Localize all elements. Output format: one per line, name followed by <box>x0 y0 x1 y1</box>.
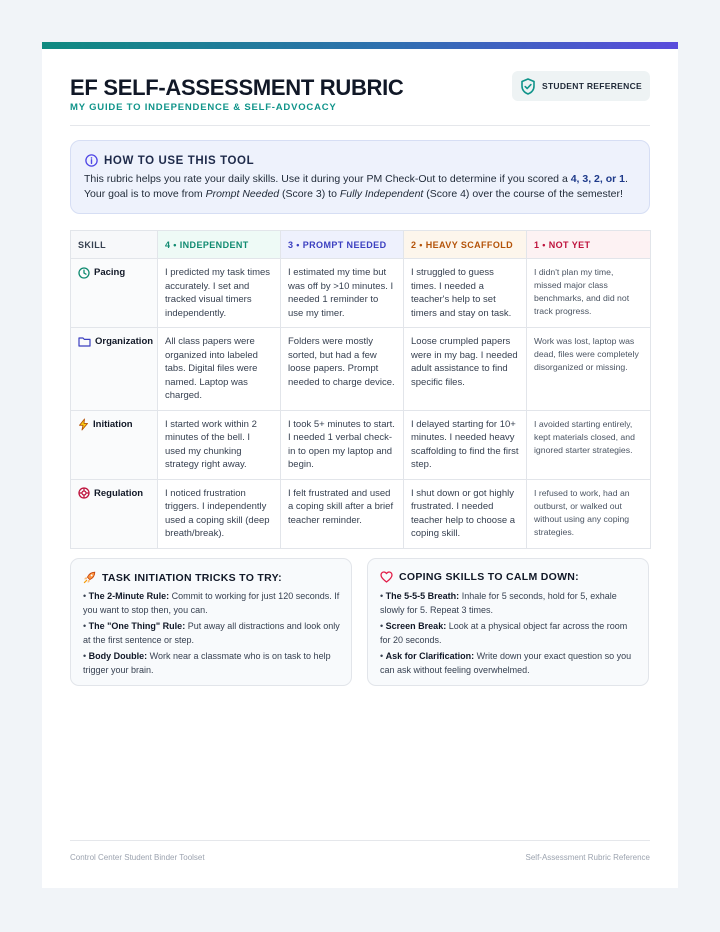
list-item: • Body Double: Work near a classmate who is on task to help trigger your brain. <box>83 651 331 675</box>
score-list: 4, 3, 2, or 1 <box>570 173 625 185</box>
tips-list <box>380 589 640 679</box>
how-to-line2-mid: (Score 3) to <box>279 188 340 200</box>
student-reference-badge <box>512 71 650 101</box>
shield-check-icon <box>520 78 536 95</box>
rubric-row-organization <box>71 328 651 411</box>
rocket-icon <box>83 571 96 584</box>
tip-text: Look at a physical object far across the room for 20 seconds. <box>380 621 628 645</box>
rubric-row-initiation <box>71 410 651 479</box>
tip-text: Inhale for 5 seconds, hold for 5, exhale slowly for 5. Repeat 3 times. <box>380 591 617 615</box>
rubric-row-regulation <box>71 479 651 548</box>
how-to-title: HOW TO USE THIS TOOL <box>104 154 255 167</box>
page-subtitle: MY GUIDE TO INDEPENDENCE & SELF-ADVOCACY <box>70 102 337 113</box>
rubric-cell: I shut down or got highly frustrated. I needed teacher help to choose a coping skill. <box>404 479 527 548</box>
column-header-heavy-scaffold: 2 • HEAVY SCAFFOLD <box>404 231 527 259</box>
footer-left-text: Control Center Student Binder Toolset <box>70 853 205 862</box>
lifebuoy-icon <box>78 487 90 499</box>
tip-text: Commit to working for just 120 seconds. If you want to stop then, you can. <box>83 591 340 615</box>
list-item: • The 2-Minute Rule: Commit to working for just 120 seconds. If you want to stop then, you can. <box>83 591 340 615</box>
rubric-cell: I felt frustrated and used a coping skill after a brief teacher reminder. <box>281 479 404 548</box>
how-to-text <box>84 172 636 202</box>
how-to-line1-end: . <box>624 173 628 185</box>
rubric-cell: I estimated my time but was off by >10 minutes. I needed 1 reminder to use my timer. <box>281 259 404 328</box>
skill-cell <box>71 259 158 328</box>
tip-term: The 2-Minute Rule: <box>88 591 170 601</box>
list-item: • Screen Break: Look at a physical object far across the room for 20 seconds. <box>380 621 628 645</box>
rubric-cell: I struggled to guess times. I needed a teacher's help to set timers and stay on task. <box>404 259 527 328</box>
page-title: EF SELF-ASSESSMENT RUBRIC <box>70 75 404 100</box>
tip-term: The "One Thing" Rule: <box>88 621 186 631</box>
rubric-cell: I took 5+ minutes to start. I needed 1 verbal check-in to open my laptop and begin. <box>281 410 404 479</box>
column-header-not-yet: 1 • NOT YET <box>527 231 651 259</box>
rubric-cell: I predicted my task times accurately. I set and tracked visual timers independently. <box>158 259 281 328</box>
tip-term: Body Double: <box>88 651 148 661</box>
fully-independent-term: Fully Independent <box>339 188 424 200</box>
rubric-cell: I refused to work, had an outburst, or walked out without using any coping strategies. <box>527 479 651 548</box>
tips-title-row <box>83 571 282 584</box>
tip-text: Put away all distractions and look only at the first sentence or step. <box>83 621 340 645</box>
how-to-use-panel <box>70 140 650 214</box>
rubric-cell: Folders were mostly sorted, but had a few loose papers. Prompt needed to charge device. <box>281 328 404 411</box>
heart-icon <box>380 571 393 583</box>
list-item: • Ask for Clarification: Write down your exact question so you can ask without feeling overwhelmed. <box>380 651 632 675</box>
folder-icon <box>78 336 91 347</box>
badge-label: STUDENT REFERENCE <box>541 81 642 91</box>
page-footer <box>70 840 650 862</box>
skill-name: Regulation <box>94 487 144 499</box>
skill-cell <box>71 410 158 479</box>
rubric-cell: I didn't plan my time, missed major class benchmarks, and did not track progress. <box>527 259 651 328</box>
prompt-needed-term: Prompt Needed <box>205 188 280 200</box>
tips-title: TASK INITIATION TRICKS TO TRY: <box>102 571 282 584</box>
column-header-independent: 4 • INDEPENDENT <box>158 231 281 259</box>
tip-text: Work near a classmate who is on task to help trigger your brain. <box>83 651 331 675</box>
task-initiation-tricks-panel <box>70 558 352 686</box>
tip-term: Screen Break: <box>385 621 447 631</box>
tip-term: Ask for Clarification: <box>385 651 475 661</box>
how-to-line2-end: (Score 4) over the course of the semester! <box>423 188 623 200</box>
skill-name: Initiation <box>93 418 133 430</box>
list-item: • The "One Thing" Rule: Put away all distractions and look only at the first sentence or step. <box>83 621 340 645</box>
skill-cell <box>71 328 158 411</box>
rubric-header-row <box>71 231 651 259</box>
footer-right-text: Self-Assessment Rubric Reference <box>525 853 650 862</box>
how-to-line2: Your goal is to move from <box>84 188 206 200</box>
tip-text: Write down your exact question so you can ask without feeling overwhelmed. <box>380 651 632 675</box>
skill-name: Pacing <box>94 267 126 278</box>
column-header-prompt-needed: 3 • PROMPT NEEDED <box>281 231 404 259</box>
page-header <box>70 49 650 126</box>
rubric-cell: Loose crumpled papers were in my bag. I needed adult assistance to find specific files. <box>404 328 527 411</box>
skill-cell <box>71 479 158 548</box>
column-header-skill: SKILL <box>71 231 158 259</box>
tip-term: The 5-5-5 Breath: <box>385 591 460 601</box>
tips-title-row <box>380 571 579 583</box>
rubric-cell: I avoided starting entirely, kept materials closed, and ignored starter strategies. <box>527 410 651 479</box>
how-to-title-row <box>85 154 254 167</box>
rubric-cell: I started work within 2 minutes of the bell. I used my chunking strategy right away. <box>158 410 281 479</box>
gradient-top-bar <box>42 42 678 49</box>
list-item: • The 5-5-5 Breath: Inhale for 5 seconds, hold for 5, exhale slowly for 5. Repeat 3 times. <box>380 591 617 615</box>
lightning-icon <box>78 418 89 431</box>
rubric-table <box>70 230 651 549</box>
tips-list <box>83 589 343 679</box>
rubric-cell: I delayed starting for 10+ minutes. I needed heavy scaffolding to find the first step. <box>404 410 527 479</box>
rubric-cell: I noticed frustration triggers. I independently used a coping skill (deep breath/break). <box>158 479 281 548</box>
rubric-cell: All class papers were organized into labeled tabs. Digital files were named. Laptop was charged. <box>158 328 281 411</box>
coping-skills-panel <box>367 558 649 686</box>
how-to-line1: This rubric helps you rate your daily skills. Use it during your PM Check-Out to determine if you scored a <box>84 173 571 185</box>
rubric-row-pacing <box>71 259 651 328</box>
rubric-page <box>42 42 678 888</box>
tips-title: COPING SKILLS TO CALM DOWN: <box>399 571 579 583</box>
info-icon <box>85 154 98 167</box>
rubric-cell: Work was lost, laptop was dead, files were completely disorganized or missing. <box>527 328 651 411</box>
clock-icon <box>78 267 90 279</box>
skill-name: Organization <box>95 336 154 347</box>
